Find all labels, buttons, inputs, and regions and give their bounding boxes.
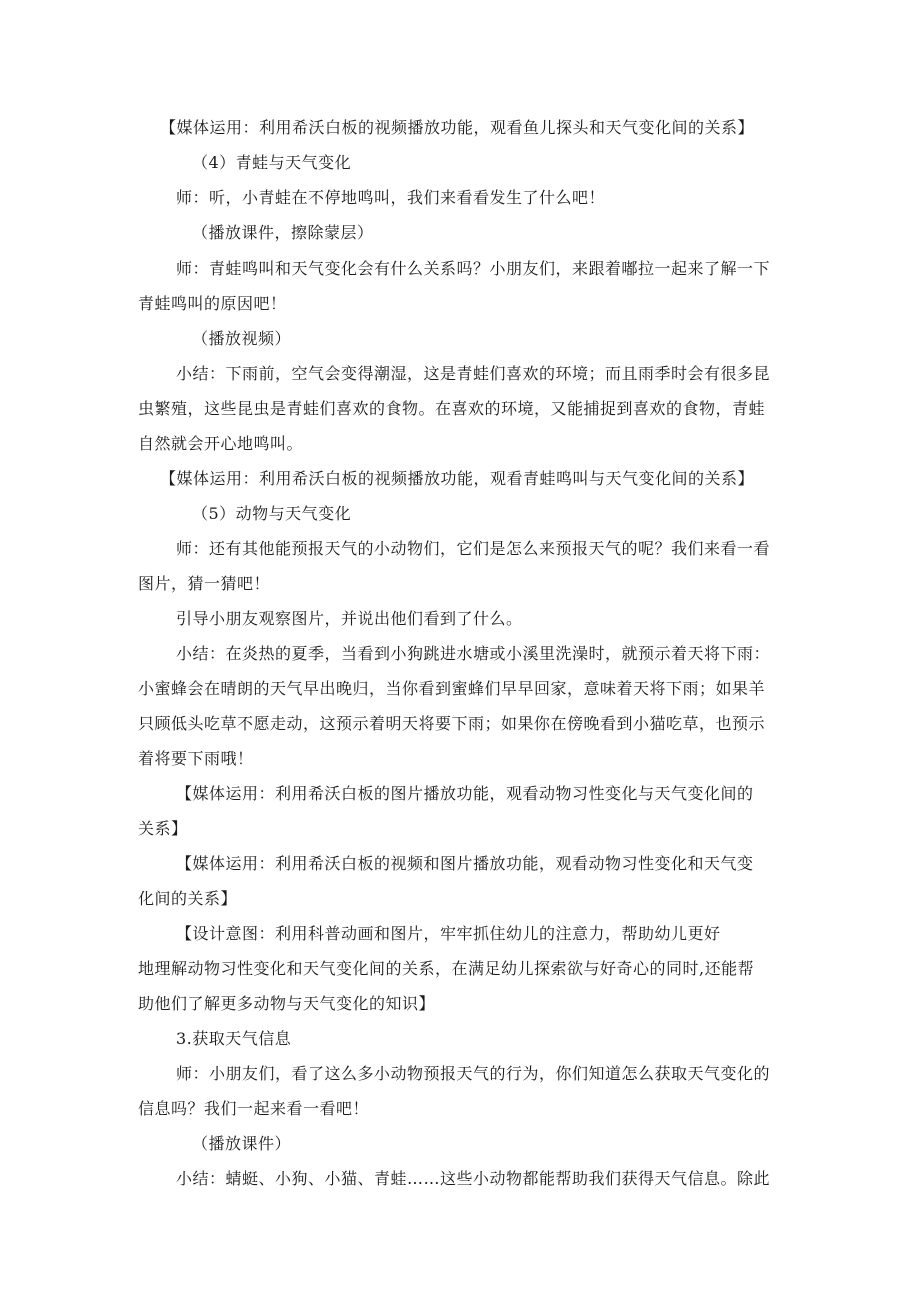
paragraph-line: 图片，猜一猜吧！ (138, 574, 271, 593)
design-intent-note-end: 助他们了解更多动物与天气变化的知识】 (138, 994, 436, 1013)
section-heading-animals: （5）动物与天气变化 (192, 504, 352, 523)
design-intent-note: 【设计意图：利用科普动画和图片，牢牢抓住幼儿的注意力，帮助幼儿更好 (176, 924, 721, 943)
section-heading-weather-info: 3.获取天气信息 (176, 1029, 292, 1048)
stage-direction: （播放视频） (192, 329, 292, 348)
paragraph-line: 师：还有其他能预报天气的小动物们，它们是怎么来预报天气的呢？我们来看一看 (176, 539, 771, 558)
paragraph-line: 小结：蜻蜓、小狗、小猫、青蛙……这些小动物都能帮助我们获得天气信息。除此 (176, 1169, 771, 1188)
paragraph-line: 师：青蛙鸣叫和天气变化会有什么关系吗？小朋友们，来跟着嘟拉一起来了解一下 (176, 259, 771, 278)
paragraph-line: 小结：下雨前，空气会变得潮湿，这是青蛙们喜欢的环境；而且雨季时会有很多昆 (176, 364, 771, 383)
paragraph-line: 信息吗？我们一起来看一看吧！ (138, 1099, 370, 1118)
paragraph-line: 小蜜蜂会在晴朗的天气早出晚归，当你看到蜜蜂们早早回家，意味着天将下雨；如果羊 (138, 679, 766, 698)
paragraph-line: 只顾低头吃草不愿走动，这预示着明天将要下雨；如果你在傍晚看到小猫吃草，也预示 (138, 714, 766, 733)
design-intent-note-cont: 地理解动物习性变化和天气变化间的关系，在满足幼儿探索欲与好奇心的同时,还能帮 (138, 959, 755, 978)
media-note-animals-video-cont: 化间的关系】 (138, 889, 238, 908)
stage-direction: （播放课件） (192, 1134, 292, 1153)
media-note-animals-video: 【媒体运用：利用希沃白板的视频和图片播放功能，观看动物习性变化和天气变 (176, 854, 754, 873)
paragraph-line: 青蛙鸣叫的原因吧！ (138, 294, 287, 313)
paragraph-line: 自然就会开心地鸣叫。 (138, 434, 304, 453)
media-note-animals-images-cont: 关系】 (138, 819, 188, 838)
media-note-fish: 【媒体运用：利用希沃白板的视频播放功能，观看鱼儿探头和天气变化间的关系】 (160, 118, 755, 137)
paragraph-line: 虫繁殖，这些昆虫是青蛙们喜欢的食物。在喜欢的环境，又能捕捉到喜欢的食物，青蛙 (138, 399, 766, 418)
paragraph-line: 小结：在炎热的夏季，当看到小狗跳进水塘或小溪里洗澡时，就预示着天将下雨： (176, 644, 771, 663)
stage-direction: （播放课件，擦除蒙层） (192, 223, 374, 242)
media-note-frog: 【媒体运用：利用希沃白板的视频播放功能，观看青蛙鸣叫与天气变化间的关系】 (160, 469, 755, 488)
paragraph-line: 师：小朋友们，看了这么多小动物预报天气的行为，你们知道怎么获取天气变化的 (176, 1064, 771, 1083)
paragraph-line: 着将要下雨哦！ (138, 749, 254, 768)
media-note-animals-images: 【媒体运用：利用希沃白板的图片播放功能，观看动物习性变化与天气变化间的 (176, 784, 754, 803)
section-heading-frog: （4）青蛙与天气变化 (192, 153, 352, 172)
paragraph-line: 师：听，小青蛙在不停地鸣叫，我们来看看发生了什么吧！ (176, 188, 606, 207)
paragraph-line: 引导小朋友观察图片，并说出他们看到了什么。 (176, 609, 523, 628)
